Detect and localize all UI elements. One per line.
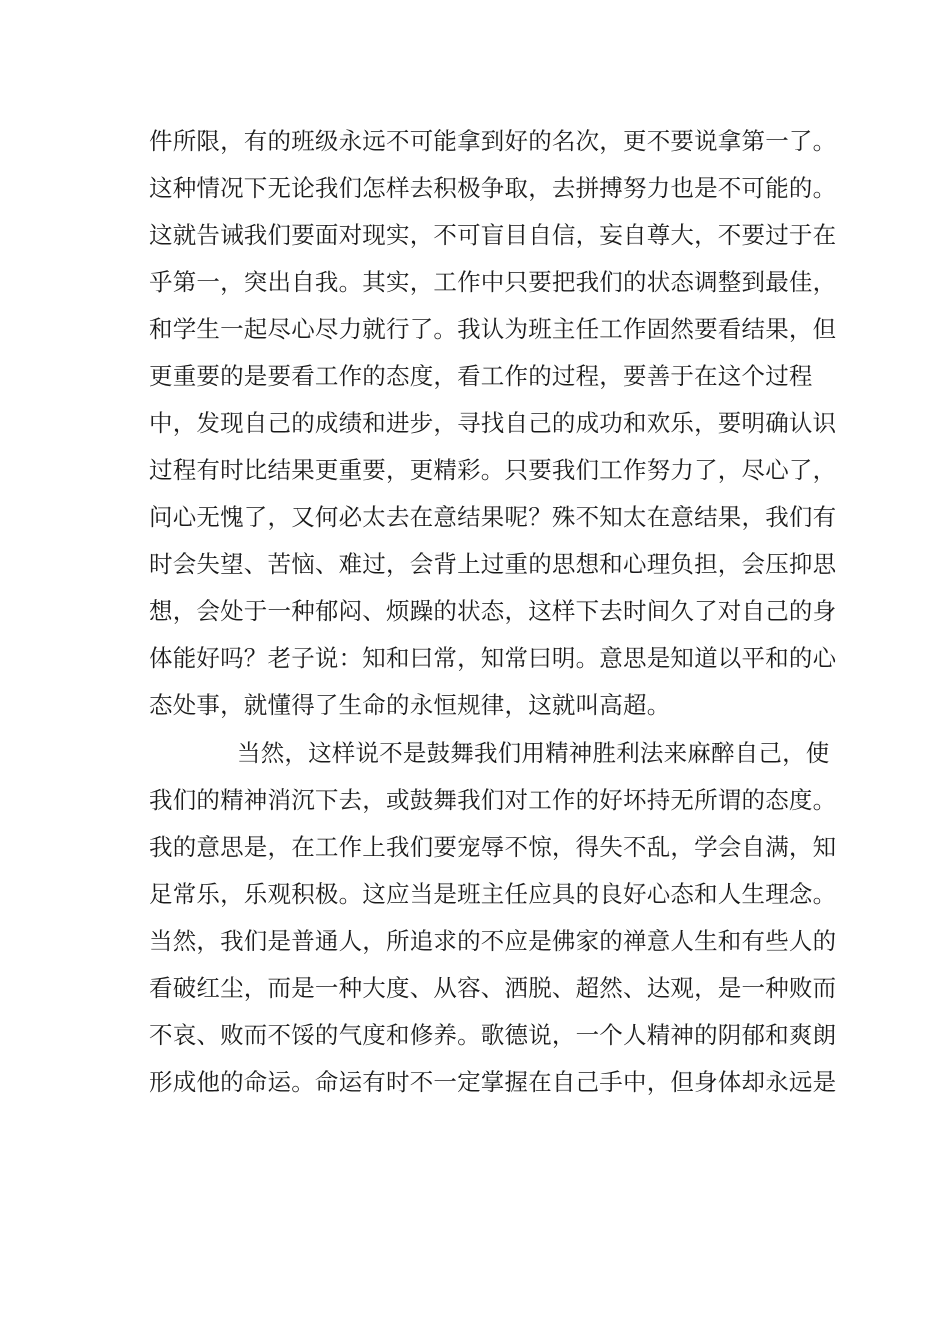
text-line: 中，发现自己的成绩和进步，寻找自己的成功和欢乐，要明确认识: [149, 409, 837, 437]
text-line: 这种情况下无论我们怎样去积极争取，去拼搏努力也是不可能的。: [149, 174, 837, 202]
text-line: 时会失望、苦恼、难过，会背上过重的思想和心理负担，会压抑思: [149, 550, 837, 578]
text-line: 想，会处于一种郁闷、烦躁的状态，这样下去时间久了对自己的身: [149, 597, 837, 625]
paragraph-first-line: 当然，这样说不是鼓舞我们用精神胜利法来麻醉自己，使: [237, 739, 830, 767]
text-line: 足常乐，乐观积极。这应当是班主任应具的良好心态和人生理念。: [149, 880, 837, 908]
text-line: 形成他的命运。命运有时不一定掌握在自己手中，但身体却永远是: [149, 1068, 837, 1096]
text-line: 我的意思是，在工作上我们要宠辱不惊，得失不乱，学会自满，知: [149, 833, 837, 861]
text-line: 当然，我们是普通人，所追求的不应是佛家的禅意人生和有些人的: [149, 927, 837, 955]
text-line: 这就告诫我们要面对现实，不可盲目自信，妄自尊大，不要过于在: [149, 221, 837, 249]
text-line: 问心无愧了，又何必太去在意结果呢？殊不知太在意结果，我们有: [149, 503, 837, 531]
text-line: 更重要的是要看工作的态度，看工作的过程，要善于在这个过程: [149, 362, 813, 390]
text-line: 过程有时比结果更重要，更精彩。只要我们工作努力了，尽心了，: [149, 456, 837, 484]
text-line: 我们的精神消沉下去，或鼓舞我们对工作的好坏持无所谓的态度。: [149, 786, 837, 814]
text-line: 看破红尘，而是一种大度、从容、洒脱、超然、达观，是一种败而: [149, 974, 837, 1002]
text-line: 体能好吗？老子说：知和曰常，知常曰明。意思是知道以平和的心: [149, 644, 837, 672]
text-line: 不哀、败而不馁的气度和修养。歌德说，一个人精神的阴郁和爽朗: [149, 1021, 837, 1049]
text-line: 乎第一，突出自我。其实，工作中只要把我们的状态调整到最佳，: [149, 268, 837, 296]
text-line: 和学生一起尽心尽力就行了。我认为班主任工作固然要看结果，但: [149, 315, 837, 343]
text-line: 态处事，就懂得了生命的永恒规律，这就叫高超。: [149, 691, 671, 719]
text-line: 件所限，有的班级永远不可能拿到好的名次，更不要说拿第一了。: [149, 127, 837, 155]
